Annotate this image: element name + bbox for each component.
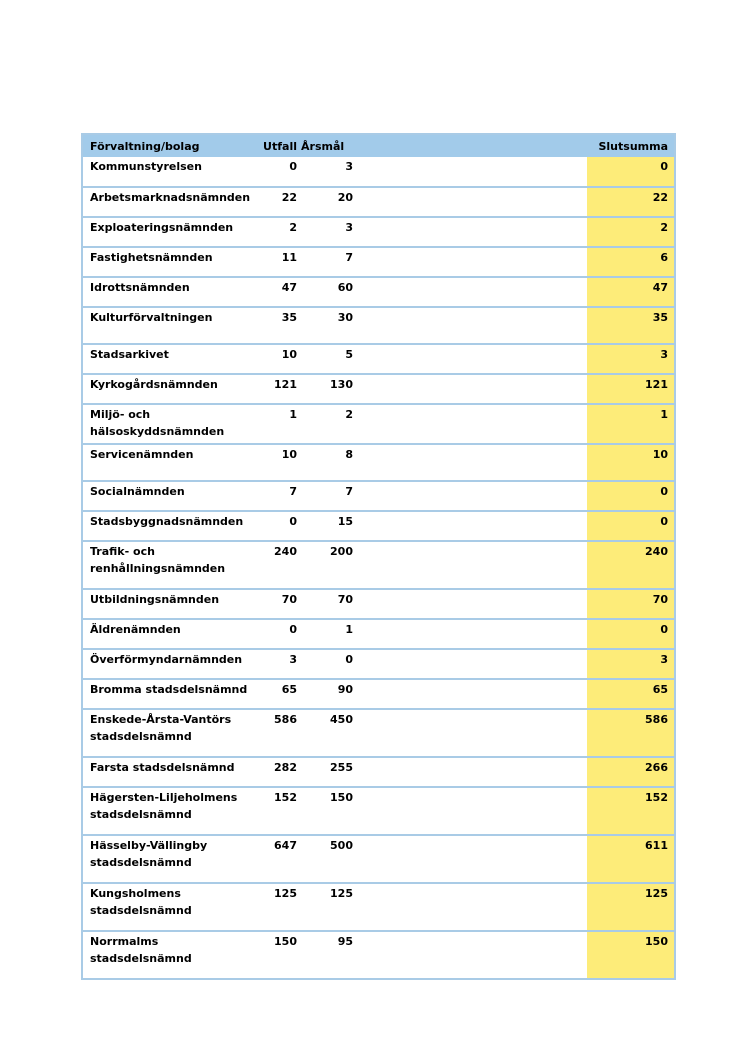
row-arsmal-cell: 200 [297, 541, 353, 589]
row-spacer-cell [353, 757, 587, 787]
row-spacer-cell [353, 247, 587, 277]
table-row [82, 787, 675, 835]
row-arsmal-cell: 20 [297, 187, 353, 217]
row-utfall-cell: 240 [257, 541, 297, 589]
row-spacer-cell [353, 931, 587, 979]
row-arsmal-cell: 3 [297, 217, 353, 247]
row-arsmal-cell: 7 [297, 247, 353, 277]
row-utfall-cell: 65 [257, 679, 297, 709]
row-spacer-cell [353, 277, 587, 307]
row-utfall-cell: 150 [257, 931, 297, 979]
row-arsmal-cell: 30 [297, 307, 353, 344]
row-arsmal-cell: 1 [297, 619, 353, 649]
row-utfall-cell: 282 [257, 757, 297, 787]
row-arsmal-cell: 7 [297, 481, 353, 511]
row-arsmal-cell: 150 [297, 787, 353, 835]
table-row [82, 679, 675, 709]
row-slutsumma-cell: 65 [587, 679, 675, 709]
row-slutsumma-cell: 47 [587, 277, 675, 307]
table-row [82, 444, 675, 481]
row-arsmal-cell: 95 [297, 931, 353, 979]
row-spacer-cell [353, 444, 587, 481]
row-name-cell: Äldrenämnden [82, 619, 257, 649]
row-spacer-cell [353, 481, 587, 511]
row-spacer-cell [353, 883, 587, 931]
row-slutsumma-cell: 22 [587, 187, 675, 217]
row-arsmal-cell: 90 [297, 679, 353, 709]
row-arsmal-cell: 3 [297, 157, 353, 187]
row-spacer-cell [353, 511, 587, 541]
row-spacer-cell [353, 541, 587, 589]
table-row [82, 344, 675, 374]
row-slutsumma-cell: 150 [587, 931, 675, 979]
table-row [82, 835, 675, 883]
results-table [81, 133, 676, 980]
row-name-cell: Kommunstyrelsen [82, 157, 257, 187]
table-row [82, 374, 675, 404]
row-name-cell: Arbetsmarknadsnämnden [82, 187, 257, 217]
row-name-cell: Farsta stadsdelsnämnd [82, 757, 257, 787]
row-name-cell: Kyrkogårdsnämnden [82, 374, 257, 404]
row-spacer-cell [353, 679, 587, 709]
header-slutsumma: Slutsumma [587, 134, 675, 157]
row-utfall-cell: 121 [257, 374, 297, 404]
table-row [82, 931, 675, 979]
row-utfall-cell: 10 [257, 344, 297, 374]
row-utfall-cell: 0 [257, 157, 297, 187]
row-spacer-cell [353, 835, 587, 883]
row-name-cell: Idrottsnämnden [82, 277, 257, 307]
row-name-cell: Fastighetsnämnden [82, 247, 257, 277]
row-name-cell: Kulturförvaltningen [82, 307, 257, 344]
table-header-row [82, 134, 675, 157]
row-slutsumma-cell: 1 [587, 404, 675, 444]
row-utfall-cell: 0 [257, 511, 297, 541]
row-slutsumma-cell: 35 [587, 307, 675, 344]
row-spacer-cell [353, 157, 587, 187]
row-spacer-cell [353, 374, 587, 404]
row-arsmal-cell: 130 [297, 374, 353, 404]
row-utfall-cell: 11 [257, 247, 297, 277]
row-spacer-cell [353, 787, 587, 835]
table-row [82, 541, 675, 589]
row-slutsumma-cell: 266 [587, 757, 675, 787]
row-utfall-cell: 3 [257, 649, 297, 679]
row-slutsumma-cell: 0 [587, 511, 675, 541]
header-utfall: Utfall [257, 134, 297, 157]
row-name-cell: Stadsbyggnadsnämnden [82, 511, 257, 541]
table-row [82, 277, 675, 307]
table-row [82, 157, 675, 187]
row-slutsumma-cell: 3 [587, 344, 675, 374]
row-name-cell: Exploateringsnämnden [82, 217, 257, 247]
row-spacer-cell [353, 187, 587, 217]
row-spacer-cell [353, 649, 587, 679]
row-utfall-cell: 586 [257, 709, 297, 757]
row-slutsumma-cell: 6 [587, 247, 675, 277]
table-row [82, 404, 675, 444]
table-row [82, 757, 675, 787]
header-spacer [353, 134, 587, 157]
row-utfall-cell: 125 [257, 883, 297, 931]
row-slutsumma-cell: 125 [587, 883, 675, 931]
row-utfall-cell: 1 [257, 404, 297, 444]
row-slutsumma-cell: 3 [587, 649, 675, 679]
row-arsmal-cell: 70 [297, 589, 353, 619]
row-slutsumma-cell: 611 [587, 835, 675, 883]
row-arsmal-cell: 255 [297, 757, 353, 787]
table-row [82, 247, 675, 277]
row-name-cell: Trafik- och renhållningsnämnden [82, 541, 257, 589]
row-utfall-cell: 7 [257, 481, 297, 511]
row-utfall-cell: 47 [257, 277, 297, 307]
table-row [82, 589, 675, 619]
header-arsmal: Årsmål [297, 134, 353, 157]
row-name-cell: Hägersten-Liljeholmens stadsdelsnämnd [82, 787, 257, 835]
row-slutsumma-cell: 121 [587, 374, 675, 404]
row-slutsumma-cell: 586 [587, 709, 675, 757]
table-row [82, 619, 675, 649]
row-slutsumma-cell: 152 [587, 787, 675, 835]
header-forvaltning: Förvaltning/bolag [82, 134, 257, 157]
row-utfall-cell: 647 [257, 835, 297, 883]
row-slutsumma-cell: 0 [587, 481, 675, 511]
row-slutsumma-cell: 2 [587, 217, 675, 247]
row-name-cell: Stadsarkivet [82, 344, 257, 374]
row-name-cell: Bromma stadsdelsnämnd [82, 679, 257, 709]
row-arsmal-cell: 8 [297, 444, 353, 481]
table-row [82, 511, 675, 541]
table-row [82, 649, 675, 679]
row-name-cell: Socialnämnden [82, 481, 257, 511]
row-slutsumma-cell: 0 [587, 157, 675, 187]
row-utfall-cell: 152 [257, 787, 297, 835]
table-row [82, 883, 675, 931]
row-name-cell: Enskede-Årsta-Vantörs stadsdelsnämnd [82, 709, 257, 757]
row-name-cell: Kungsholmens stadsdelsnämnd [82, 883, 257, 931]
table-body [82, 157, 675, 979]
row-spacer-cell [353, 307, 587, 344]
row-spacer-cell [353, 619, 587, 649]
table-row [82, 187, 675, 217]
row-slutsumma-cell: 0 [587, 619, 675, 649]
row-spacer-cell [353, 589, 587, 619]
row-slutsumma-cell: 10 [587, 444, 675, 481]
row-utfall-cell: 22 [257, 187, 297, 217]
row-name-cell: Överförmyndarnämnden [82, 649, 257, 679]
row-slutsumma-cell: 240 [587, 541, 675, 589]
table-row [82, 307, 675, 344]
row-spacer-cell [353, 709, 587, 757]
table-row [82, 709, 675, 757]
row-utfall-cell: 35 [257, 307, 297, 344]
row-arsmal-cell: 450 [297, 709, 353, 757]
row-utfall-cell: 10 [257, 444, 297, 481]
row-name-cell: Hässelby-Vällingby stadsdelsnämnd [82, 835, 257, 883]
row-name-cell: Utbildningsnämnden [82, 589, 257, 619]
row-name-cell: Servicenämnden [82, 444, 257, 481]
table-row [82, 481, 675, 511]
row-arsmal-cell: 2 [297, 404, 353, 444]
row-arsmal-cell: 500 [297, 835, 353, 883]
table-row [82, 217, 675, 247]
row-utfall-cell: 70 [257, 589, 297, 619]
row-arsmal-cell: 125 [297, 883, 353, 931]
row-utfall-cell: 2 [257, 217, 297, 247]
row-spacer-cell [353, 217, 587, 247]
row-utfall-cell: 0 [257, 619, 297, 649]
row-slutsumma-cell: 70 [587, 589, 675, 619]
row-arsmal-cell: 5 [297, 344, 353, 374]
row-name-cell: Miljö- och hälsoskyddsnämnden [82, 404, 257, 444]
row-arsmal-cell: 15 [297, 511, 353, 541]
row-spacer-cell [353, 344, 587, 374]
row-spacer-cell [353, 404, 587, 444]
row-arsmal-cell: 0 [297, 649, 353, 679]
row-name-cell: Norrmalms stadsdelsnämnd [82, 931, 257, 979]
row-arsmal-cell: 60 [297, 277, 353, 307]
